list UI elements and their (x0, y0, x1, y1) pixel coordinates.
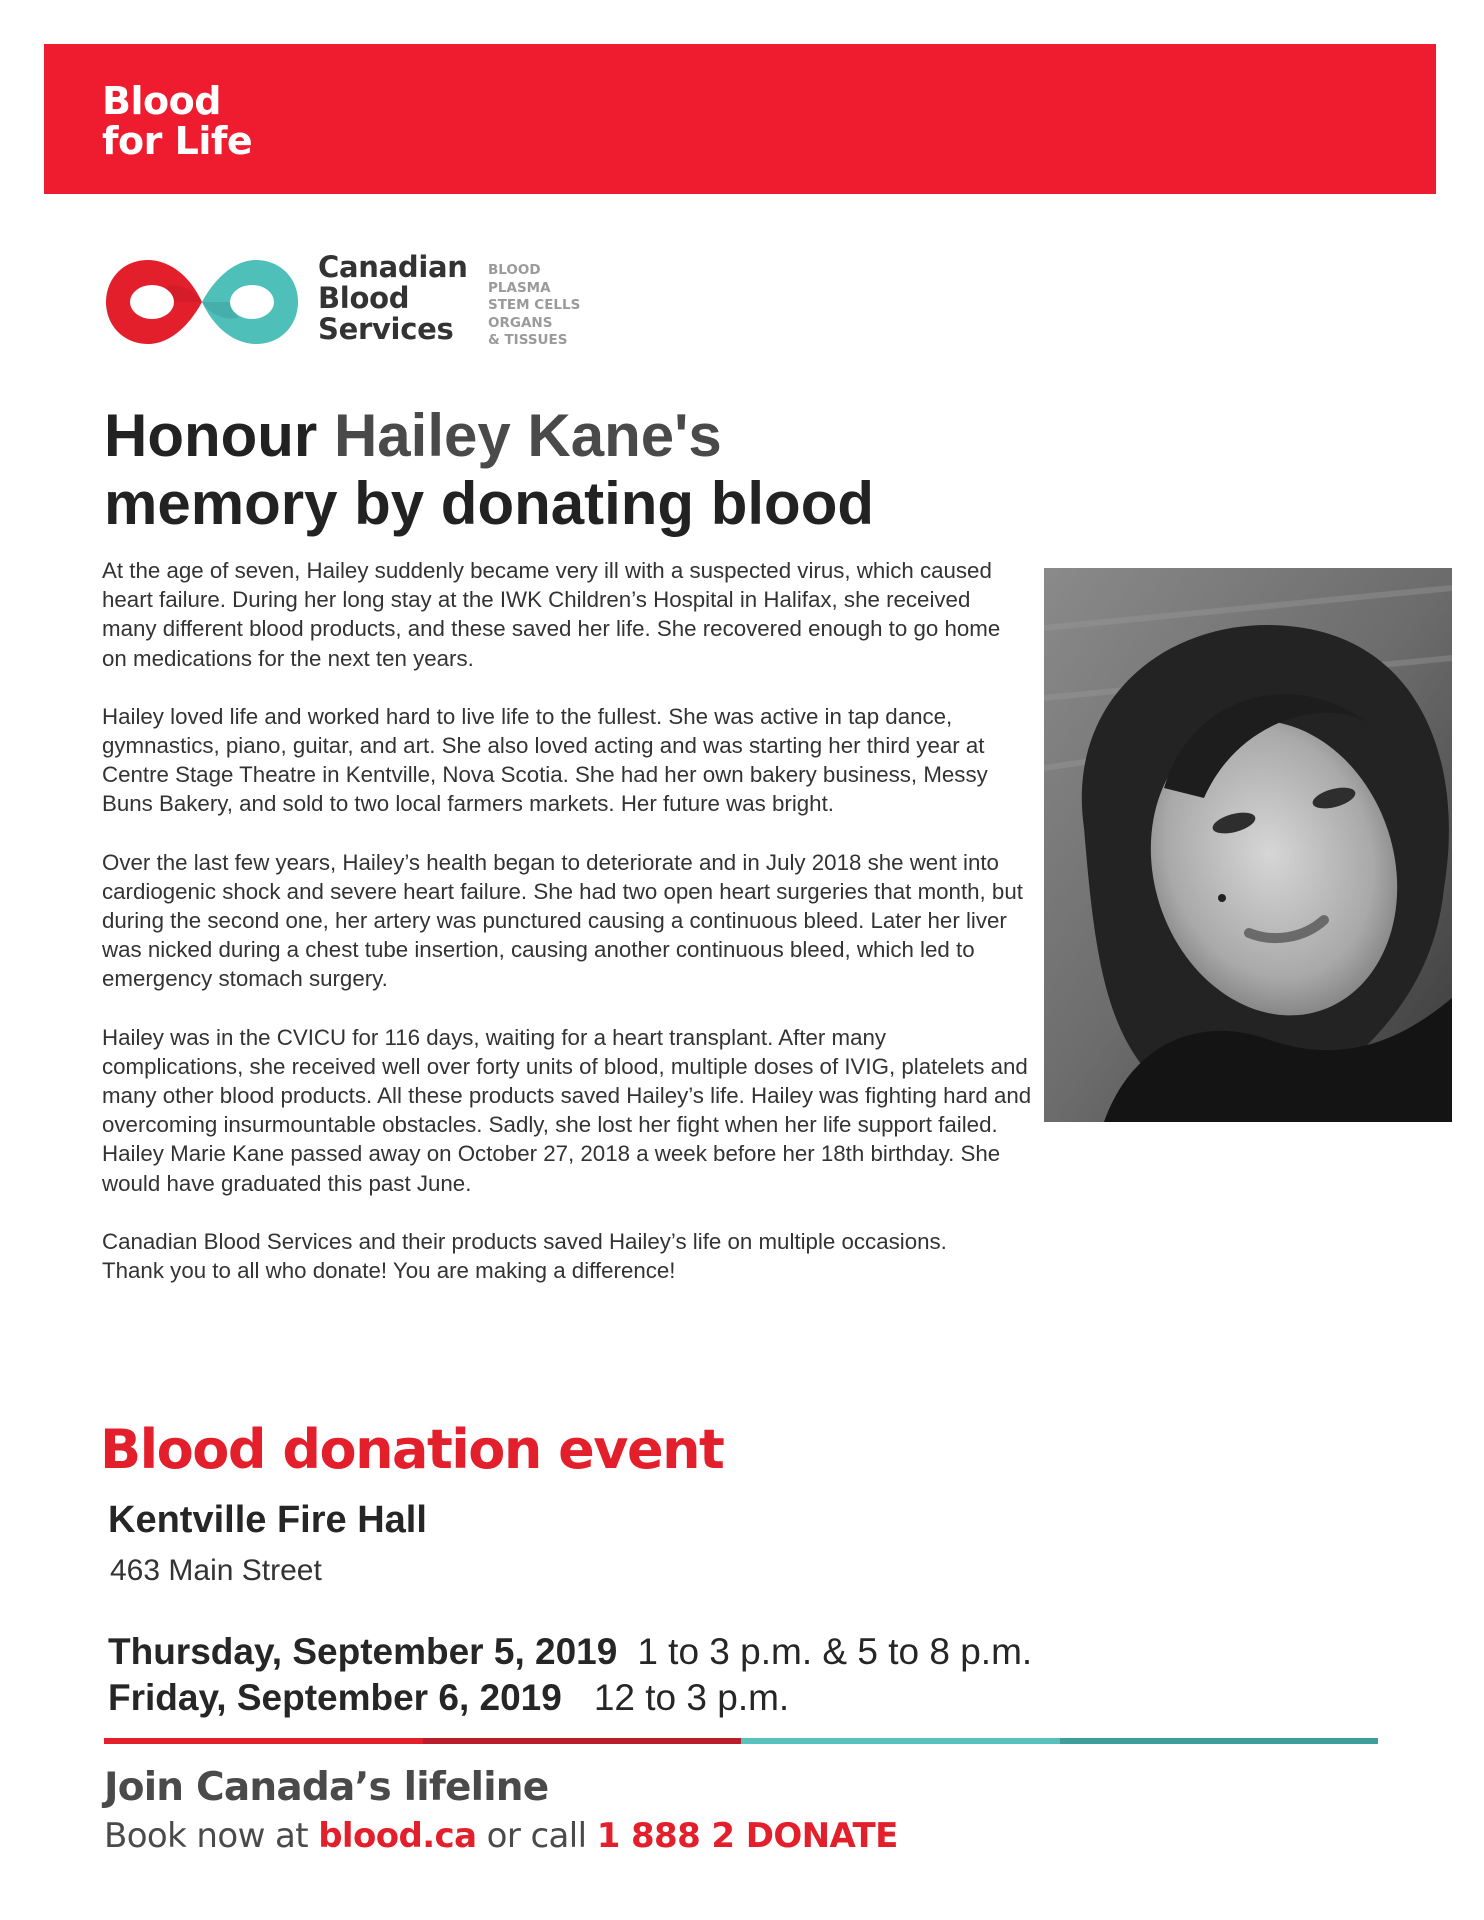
logo-name-line: Blood (318, 281, 410, 315)
headline-name: Hailey Kane's (333, 402, 722, 469)
headline-line-2: memory by donating blood (104, 470, 875, 537)
call-text: or call (486, 1816, 587, 1856)
banner-line-2: for Life (102, 119, 253, 163)
story-paragraph: Hailey loved life and worked hard to live life to the fullest. She was active in tap dance, gymnastics, piano, guitar, and art. She also loved acting and was starting her third year at Centre Stage Theatre in Kentville, Nova Scotia. She had her own bakery business, Messy Buns Bakery, and sold to two local farmers markets. Her future was bright. (102, 703, 988, 817)
logo-wordmark (318, 252, 468, 345)
divider-segment (1060, 1738, 1379, 1744)
logo-name-line: Services (318, 312, 454, 346)
header-banner (44, 44, 1436, 194)
divider-segment (423, 1738, 742, 1744)
divider-segment (741, 1738, 1060, 1744)
story-paragraph: Hailey was in the CVICU for 116 days, waiting for a heart transplant. After many complications, she received well over forty units of blood, multiple doses of IVIG, platelets and many other blood products. All these products saved Hailey’s life. Hailey was fighting hard and overcoming insurmountable obstacles. Sadly, she lost her fight when her life support failed. Hailey Marie Kane passed away on October 27, 2018 a week before her 18th birthday. She would have graduated this past June. (102, 1024, 1032, 1196)
story-paragraph: Canadian Blood Services and their products saved Hailey’s life on multiple occasions. Thank you to all who donate! You are making a difference! (102, 1228, 947, 1284)
booking-line (104, 1814, 898, 1858)
color-divider (104, 1738, 1378, 1744)
event-day: Friday, September 6, 2019 (108, 1677, 562, 1718)
event-date-row (108, 1676, 789, 1720)
phone-number[interactable]: 1 888 2 DONATE (596, 1816, 898, 1856)
story-body (102, 556, 1032, 1314)
event-title: Blood donation event (100, 1418, 724, 1481)
join-heading: Join Canada’s lifeline (104, 1765, 549, 1810)
event-address: 463 Main Street (110, 1554, 322, 1587)
banner-title (102, 81, 252, 161)
tagline-item: BLOOD (488, 262, 541, 278)
story-paragraph: At the age of seven, Hailey suddenly became very ill with a suspected virus, which caused heart failure. During her long stay at the IWK Children’s Hospital in Halifax, she received many different blood products, and these saved her life. She recovered enough to go home on medications for the next ten years. (102, 558, 1001, 671)
tagline-item: & TISSUES (488, 332, 568, 348)
event-venue: Kentville Fire Hall (108, 1499, 427, 1541)
event-time: 1 to 3 p.m. & 5 to 8 p.m. (637, 1631, 1033, 1672)
event-time: 12 to 3 p.m. (593, 1677, 790, 1718)
event-day: Thursday, September 5, 2019 (108, 1631, 618, 1672)
tagline-item: ORGANS (488, 314, 553, 331)
logo-name-line: Canadian (318, 250, 468, 284)
portrait-photo (1044, 568, 1452, 1122)
divider-segment (104, 1738, 423, 1744)
banner-line-1: Blood (102, 79, 221, 123)
story-paragraph: Over the last few years, Hailey’s health began to deteriorate and in July 2018 she went into cardiogenic shock and severe heart failure. She had two open heart surgeries that month, but during the second one, her artery was punctured causing a continuous bleed. Later her liver was nicked during a chest tube insertion, causing another continuous bleed, which led to emergency stomach surgery. (102, 849, 1023, 992)
tagline-item: PLASMA (488, 279, 551, 296)
website-link[interactable]: blood.ca (318, 1816, 477, 1856)
book-prefix: Book now at (104, 1816, 308, 1856)
tagline-item: STEM CELLS (488, 297, 581, 313)
logo-tagline (488, 262, 580, 350)
page-headline (104, 402, 874, 538)
canadian-blood-services-logo-icon (102, 246, 302, 358)
headline-honour: Honour (104, 402, 318, 469)
event-date-row (108, 1630, 1032, 1674)
